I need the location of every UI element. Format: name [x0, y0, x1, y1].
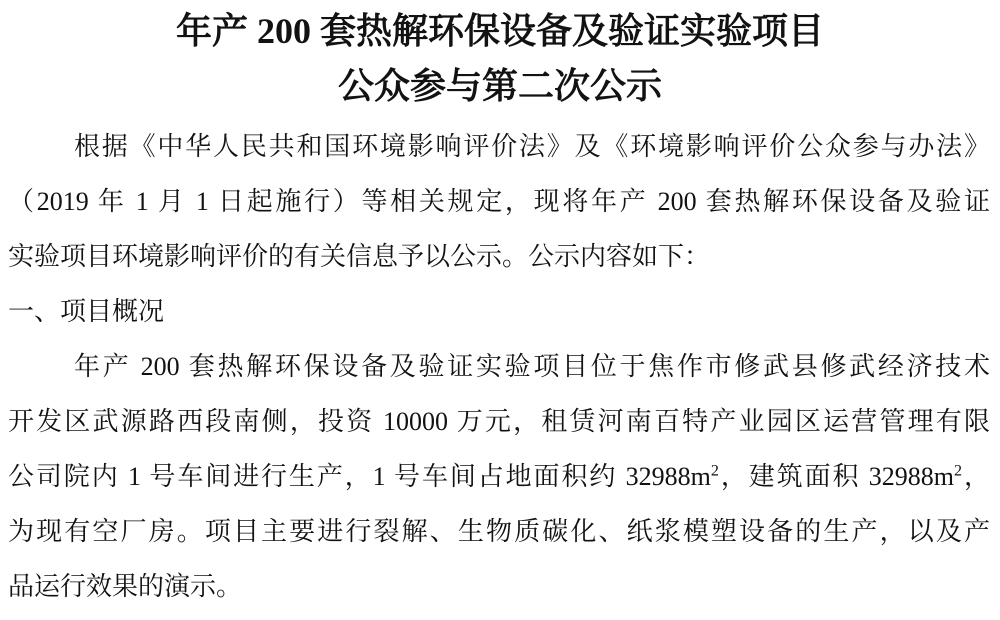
title-line-2: 公众参与第二次公示: [337, 66, 662, 106]
overview-paragraph-line-5: 品运行效果的演示。: [8, 572, 243, 601]
title-line-1: 年产 200 套热解环保设备及验证实验项目: [175, 11, 824, 51]
intro-paragraph-line-1: 根据《中华人民共和国环境影响评价法》及《环境影响评价公众参与办法》: [74, 132, 990, 161]
overview-paragraph-line-3: 公司院内 1 号车间进行生产，1 号车间占地面积约 $32988m^2$，建筑面积 $32988m^2$，: [8, 462, 990, 491]
intro-paragraph-line-2: （2019 年 1 月 1 日起施行）等相关规定，现将年产 200 套热解环保设备及验证: [8, 187, 990, 216]
document-title: [0, 0, 1000, 114]
overview-paragraph-line-1: 年产 200 套热解环保设备及验证实验项目位于焦作市修武县修武经济技术: [74, 352, 990, 381]
section-heading-project-overview: 一、项目概况: [8, 297, 165, 326]
overview-paragraph-line-2: 开发区武源路西段南侧，投资 10000 万元，租赁河南百特产业园区运营管理有限: [8, 407, 990, 436]
document-body: [0, 119, 1000, 614]
overview-paragraph-line-4: 为现有空厂房。项目主要进行裂解、生物质碳化、纸浆模塑设备的生产，以及产: [8, 517, 990, 546]
intro-paragraph-line-3: 实验项目环境影响评价的有关信息予以公示。公示内容如下：: [8, 242, 711, 271]
